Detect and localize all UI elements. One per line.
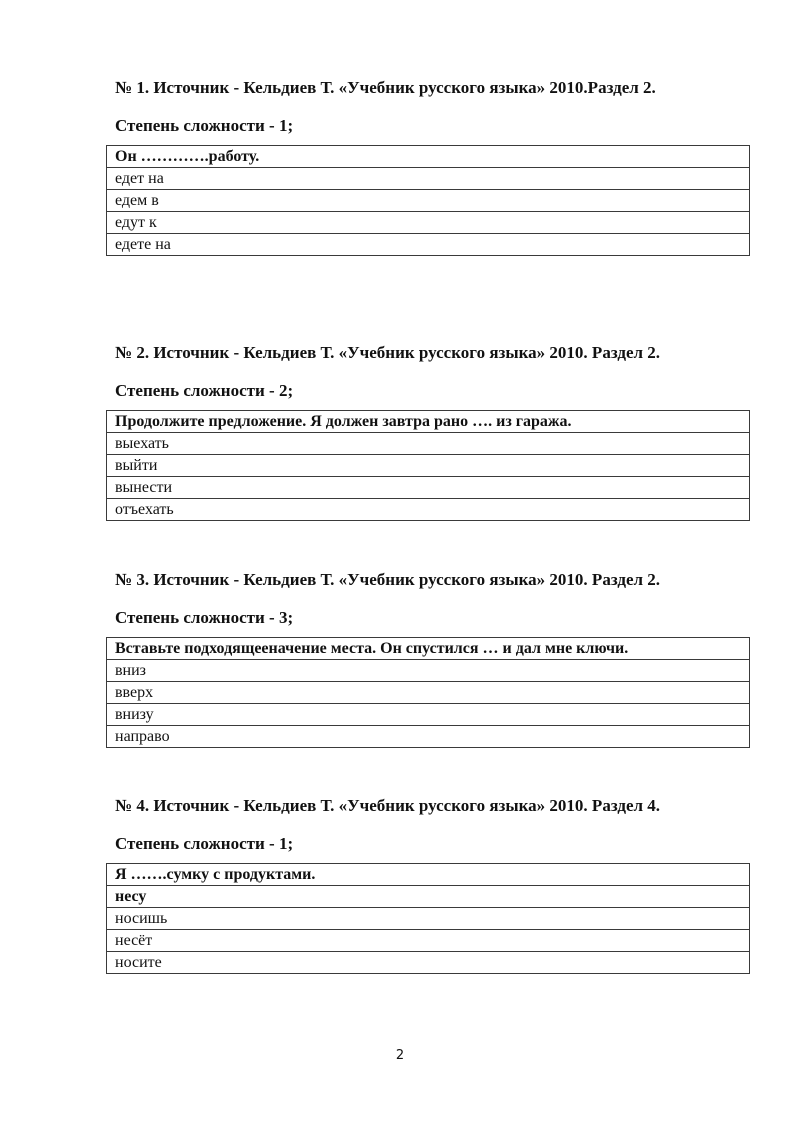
option-row (107, 886, 750, 908)
prompt-row (107, 864, 750, 886)
option-4: едете на (107, 234, 750, 256)
option-row (107, 930, 750, 952)
question-title: № 2. Источник - Кельдиев Т. «Учебник русского языка» 2010. Раздел 2. (115, 343, 661, 362)
option-row (107, 234, 750, 256)
answer-table (106, 145, 750, 256)
option-3: внизу (107, 704, 750, 726)
option-row (107, 168, 750, 190)
option-4: носите (107, 952, 750, 974)
question-prompt: Я …….сумку с продуктами. (107, 864, 750, 886)
answer-table (106, 637, 750, 748)
option-row (107, 455, 750, 477)
option-row (107, 704, 750, 726)
option-1: вниз (107, 660, 750, 682)
difficulty-level: Степень сложности - 3; (115, 608, 294, 627)
question-title: № 3. Источник - Кельдиев Т. «Учебник русского языка» 2010. Раздел 2. (115, 570, 661, 589)
difficulty-level: Степень сложности - 1; (115, 116, 294, 135)
option-row (107, 908, 750, 930)
option-3: вынести (107, 477, 750, 499)
question-prompt: Он ………….работу. (107, 146, 750, 168)
option-1: едет на (107, 168, 750, 190)
question-title: № 4. Источник - Кельдиев Т. «Учебник русского языка» 2010. Раздел 4. (115, 796, 661, 815)
prompt-row (107, 146, 750, 168)
option-row (107, 499, 750, 521)
option-row (107, 726, 750, 748)
difficulty-level: Степень сложности - 1; (115, 834, 294, 853)
option-row (107, 477, 750, 499)
option-3: едут к (107, 212, 750, 234)
option-row (107, 190, 750, 212)
answer-table (106, 410, 750, 521)
option-4: отъехать (107, 499, 750, 521)
option-2: выйти (107, 455, 750, 477)
option-row (107, 433, 750, 455)
question-prompt: Вставьте подходящееначение места. Он спустился … и дал мне ключи. (107, 638, 750, 660)
option-1: выехать (107, 433, 750, 455)
option-row (107, 682, 750, 704)
prompt-row (107, 638, 750, 660)
option-row (107, 952, 750, 974)
option-row (107, 212, 750, 234)
difficulty-level: Степень сложности - 2; (115, 381, 294, 400)
question-title: № 1. Источник - Кельдиев Т. «Учебник русского языка» 2010.Раздел 2. (115, 78, 656, 97)
option-4: направо (107, 726, 750, 748)
option-2: вверх (107, 682, 750, 704)
question-prompt: Продолжите предложение. Я должен завтра рано …. из гаража. (107, 411, 750, 433)
option-2: едем в (107, 190, 750, 212)
prompt-row (107, 411, 750, 433)
answer-table (106, 863, 750, 974)
option-2: носишь (107, 908, 750, 930)
page-number: 2 (395, 1048, 405, 1063)
option-row (107, 660, 750, 682)
option-3: несёт (107, 930, 750, 952)
option-1: несу (107, 886, 750, 908)
